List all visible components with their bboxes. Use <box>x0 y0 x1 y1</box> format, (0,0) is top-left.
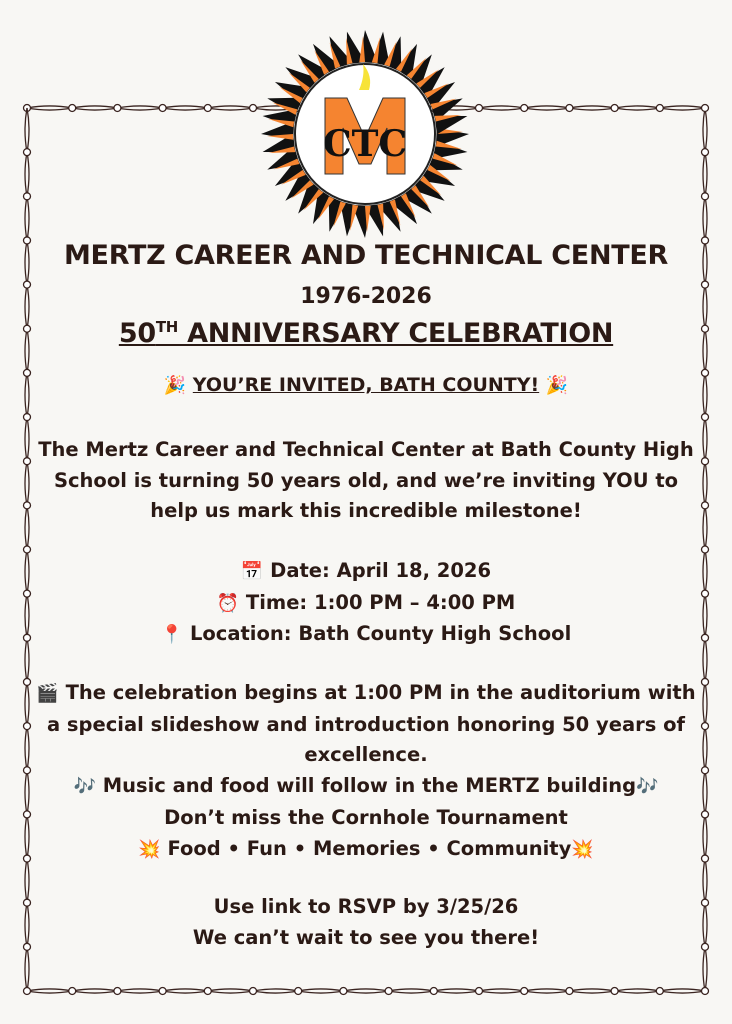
calendar-icon: 📅 <box>240 561 264 582</box>
closing <box>30 892 702 953</box>
closing-line: We can’t wait to see you there! <box>192 925 540 949</box>
mctc-logo <box>259 28 471 240</box>
date-line: 📅 Date: April 18, 2026 <box>240 559 492 582</box>
music-notes-icon: 🎶 <box>73 776 96 798</box>
location-line: 📍 Location: Bath County High School <box>160 622 572 646</box>
party-popper-icon: 🎉 <box>545 375 569 396</box>
event-details <box>30 556 702 651</box>
pin-icon: 📍 <box>160 624 184 646</box>
rsvp-line: Use link to RSVP by 3/25/26 <box>213 895 519 918</box>
collision-icon: 💥 <box>138 838 161 860</box>
program-details <box>30 678 702 865</box>
intro-paragraph: The Mertz Career and Technical Center at Bath County High School is turning 50 years old, and we’re inviting YOU to help us mark this incredible milestone! <box>38 438 694 523</box>
svg-text:CTC: CTC <box>322 123 408 165</box>
anniversary-heading: 50TH ANNIVERSARY CELEBRATION <box>118 318 614 349</box>
cornhole-line: Don’t miss the Cornhole Tournament <box>164 805 568 829</box>
clapper-board-icon: 🎬 <box>36 683 59 704</box>
tagline: 💥 Food • Fun • Memories • Community💥 <box>138 836 594 860</box>
music-notes-icon: 🎶 <box>636 776 659 798</box>
music-line: 🎶 Music and food will follow in the MERTZ building🎶 <box>73 774 659 798</box>
time-line: ⏰ Time: 1:00 PM – 4:00 PM <box>216 590 516 614</box>
alarm-clock-icon: ⏰ <box>216 592 240 614</box>
school-title: MERTZ CAREER AND TECHNICAL CENTER <box>63 240 668 271</box>
collision-icon: 💥 <box>571 838 594 860</box>
party-popper-icon: 🎉 <box>163 375 187 396</box>
celebration-line: 🎬 The celebration begins at 1:00 PM in the auditorium with a special slideshow and introduction honoring 50 years of excellence. <box>36 681 696 767</box>
years-range: 1976-2026 <box>300 284 432 309</box>
invite-heading: 🎉 YOU’RE INVITED, BATH COUNTY! 🎉 <box>163 374 569 396</box>
